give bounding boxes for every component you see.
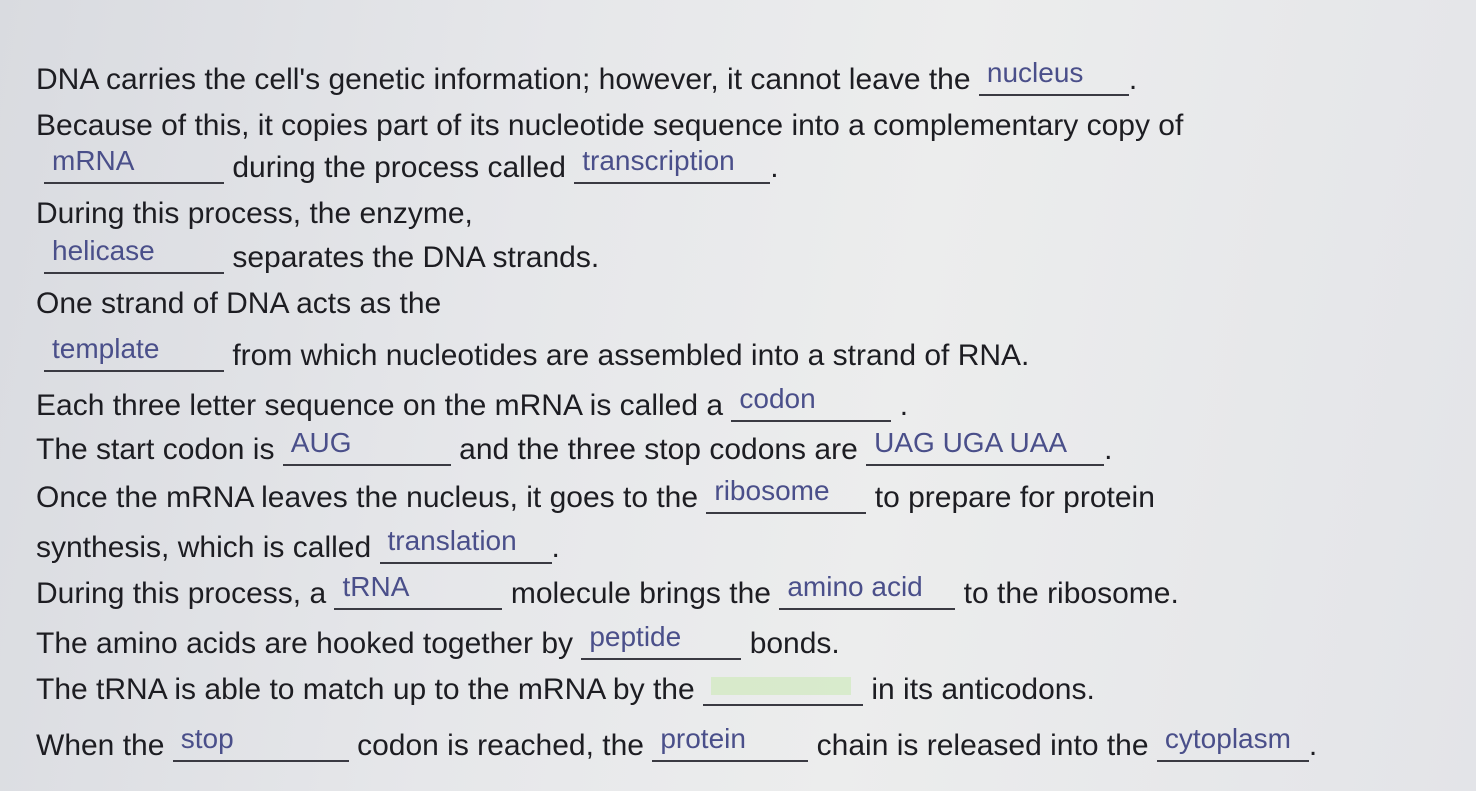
answer-text: ribosome [714, 475, 830, 506]
answer-text: template [52, 333, 160, 364]
text: molecule brings the [510, 577, 771, 610]
text: synthesis, which is called [36, 531, 372, 564]
answer-text: codon [739, 383, 816, 414]
sentence-13 [36, 621, 840, 662]
sentence-2 [36, 108, 1183, 144]
answer-blank[interactable] [731, 383, 891, 422]
answer-blank[interactable] [380, 525, 552, 564]
text: DNA carries the cell's genetic information; however, it cannot leave the [36, 63, 971, 96]
answer-blank[interactable] [173, 723, 349, 762]
text: The amino acids are hooked together by [36, 627, 573, 660]
sentence-11 [36, 525, 560, 566]
text: from which nucleotides are assembled into a strand of RNA. [232, 339, 1030, 372]
text: Once the mRNA leaves the nucleus, it goes to the [36, 481, 699, 514]
answer-text: translation [387, 525, 517, 556]
answer-text: amino acid [787, 571, 923, 602]
text: to prepare for protein [874, 481, 1155, 514]
answer-blank[interactable] [652, 723, 808, 762]
sentence-9 [36, 427, 1113, 468]
answer-text: helicase [52, 235, 155, 266]
sentence-10 [36, 475, 1155, 516]
sentence-14 [36, 672, 1095, 708]
text: When the [36, 729, 165, 762]
text: . [899, 389, 909, 422]
answer-blank[interactable] [581, 621, 741, 660]
answer-text: tRNA [342, 571, 410, 602]
text: During this process, a [36, 577, 327, 610]
answer-blank[interactable] [44, 333, 224, 372]
sentence-7 [44, 333, 1030, 374]
answer-blank[interactable] [44, 145, 224, 184]
text: During this process, the enzyme, [36, 197, 473, 230]
text: . [770, 151, 779, 184]
answer-blank[interactable] [44, 235, 224, 274]
text: . [1104, 433, 1113, 466]
text: in its anticodons. [871, 673, 1095, 706]
answer-blank[interactable] [574, 145, 770, 184]
text: separates the DNA strands. [232, 241, 600, 274]
text: to the ribosome. [963, 577, 1179, 610]
sentence-3 [44, 145, 779, 186]
text: . [1308, 729, 1318, 762]
answer-text: transcription [582, 145, 735, 176]
text: Each three letter sequence on the mRNA is called a [36, 389, 724, 422]
text: The start codon is [36, 433, 275, 466]
answer-text: UAG UGA UAA [874, 427, 1068, 458]
answer-blank[interactable] [866, 427, 1104, 466]
text: . [1128, 63, 1138, 96]
text: The tRNA is able to match up to the mRNA by the [36, 673, 695, 706]
text: bonds. [749, 627, 840, 660]
answer-blank-empty[interactable] [703, 672, 863, 706]
answer-blank[interactable] [979, 57, 1129, 96]
answer-blank[interactable] [706, 475, 866, 514]
answer-text: mRNA [52, 145, 135, 176]
answer-blank[interactable] [283, 427, 451, 466]
answer-blank[interactable] [779, 571, 955, 610]
answer-text: nucleus [986, 57, 1084, 88]
sentence-8 [36, 383, 909, 424]
text: during the process called [232, 151, 566, 184]
sentence-15 [36, 723, 1318, 764]
answer-blank[interactable] [334, 571, 502, 610]
sentence-5 [44, 235, 600, 276]
answer-text: stop [180, 723, 234, 754]
answer-text: AUG [290, 427, 352, 458]
text: One strand of DNA acts as the [36, 287, 442, 320]
answer-text: peptide [589, 621, 682, 652]
text: codon is reached, the [357, 729, 644, 762]
sentence-1 [36, 57, 1138, 98]
sentence-4 [36, 196, 473, 232]
answer-text: cytoplasm [1164, 723, 1291, 754]
text: . [551, 531, 560, 564]
sentence-12 [36, 571, 1179, 612]
text: Because of this, it copies part of its nucleotide sequence into a complementary copy of [36, 109, 1184, 142]
text: and the three stop codons are [459, 433, 858, 466]
answer-blank[interactable] [1157, 723, 1309, 762]
text: chain is released into the [816, 729, 1149, 762]
highlighter-mark [711, 677, 851, 695]
sentence-6 [36, 286, 441, 322]
answer-text: protein [660, 723, 746, 754]
